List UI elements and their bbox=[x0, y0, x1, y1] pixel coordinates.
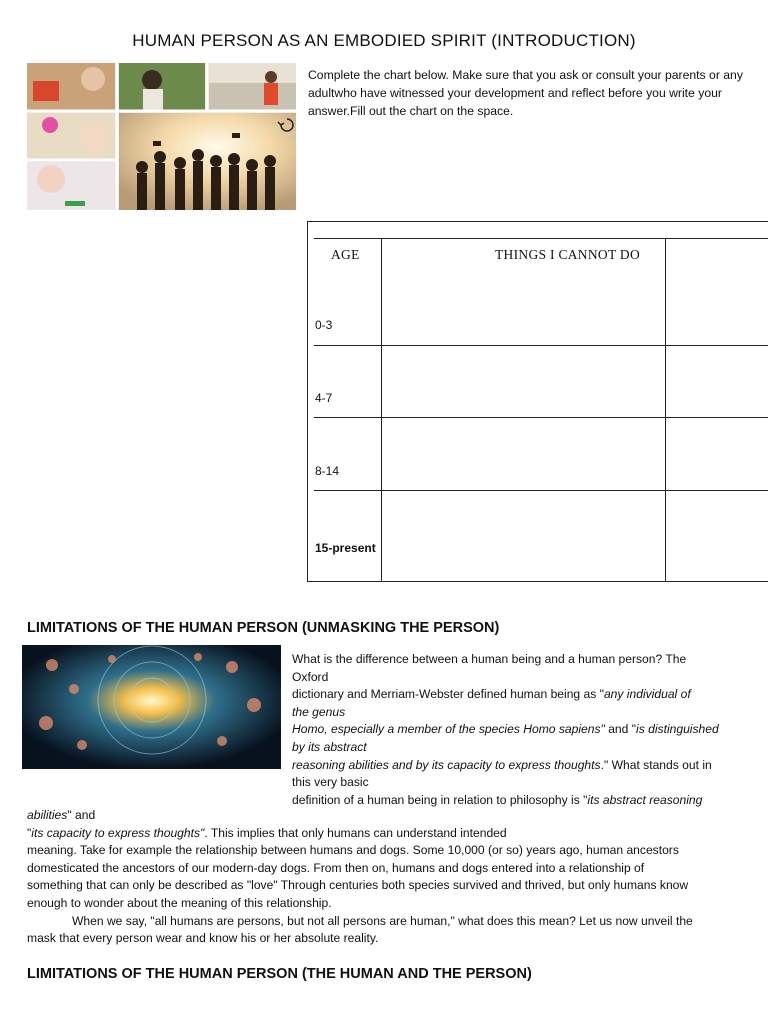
age-column-header: AGE bbox=[331, 247, 360, 262]
development-stages-collage bbox=[27, 63, 296, 210]
article-paragraph-intro: What is the difference between a human being and a human person? The Oxford dictionary and Merriam-Webster defined human being as "any individual of the genus Homo, especially a member of the species Homo sapiens" and "is distinguished by its abstract reasoning abilities and by its capacity to express thoughts." What stands out in this very basic definition of a human being in relation to philosophy is "its abstract reasoning bbox=[292, 652, 719, 807]
age-row-label: 0-3 bbox=[315, 318, 333, 332]
cannot-do-column-header: THINGS I CANNOT DO bbox=[495, 247, 641, 262]
section-heading-human-and-person: LIMITATIONS OF THE HUMAN PERSON (THE HUMAN AND THE PERSON) bbox=[27, 966, 532, 982]
article-paragraph-body: abilities" and "its capacity to express thoughts". This implies that only humans can understand intended meaning. Take for example the relationship between humans and dogs. Some 10,000 (or so) years ago, human ancestors domesticated the ancestors of our modern-day dogs. From then on, humans and dogs entered into a relationship of something that can only be described as "love" Through centuries both species survived and thrived, but only humans know enough to wonder about the meaning of this relationship. When we say, "all humans are persons, but not all persons are human," what does this mean? Let us now unveil the mask that every person wear and know his or her absolute reality. bbox=[27, 808, 693, 946]
age-row-label: 15-present bbox=[315, 541, 376, 555]
abstract-mind-illustration bbox=[22, 645, 281, 769]
section-heading-unmasking: LIMITATIONS OF THE HUMAN PERSON (UNMASKING THE PERSON) bbox=[27, 620, 500, 636]
page-title: HUMAN PERSON AS AN EMBODIED SPIRIT (INTRODUCTION) bbox=[132, 31, 636, 50]
age-row-label: 8-14 bbox=[315, 464, 340, 478]
chart-instructions: Complete the chart below. Make sure that you ask or consult your parents or any adultwho have witnessed your development and reflect before you write your answer.Fill out the chart on the space. bbox=[308, 68, 743, 118]
age-row-label: 4-7 bbox=[315, 391, 333, 405]
